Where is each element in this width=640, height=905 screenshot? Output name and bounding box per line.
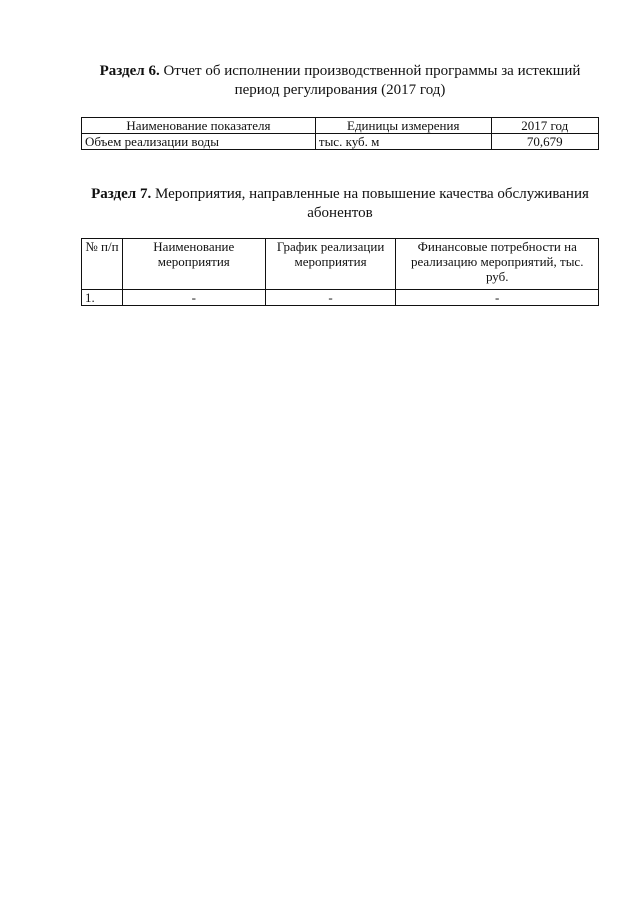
- header-year: 2017 год: [491, 118, 598, 134]
- section-6-label: Раздел 6.: [99, 63, 160, 79]
- section-7-label: Раздел 7.: [91, 186, 152, 202]
- measures-table: [81, 238, 599, 306]
- section-7-title: Мероприятия, направленные на повышение качества обслуживания абонентов: [154, 186, 589, 221]
- production-program-table: [81, 117, 599, 150]
- header-measure-name: Наименование мероприятия: [122, 239, 265, 290]
- cell-value: 70,679: [491, 134, 598, 150]
- section-6-title: Отчет об исполнении производственной программы за истекший период регулирования (2017 год): [163, 63, 581, 98]
- header-number: № п/п: [82, 239, 123, 290]
- table-header-row: [82, 239, 599, 290]
- cell-indicator: Объем реализации воды: [82, 134, 316, 150]
- header-financial-needs: Финансовые потребности на реализацию мероприятий, тыс. руб.: [396, 239, 599, 290]
- cell-financial: -: [396, 290, 599, 306]
- header-schedule: График реализации мероприятия: [265, 239, 396, 290]
- cell-measure: -: [122, 290, 265, 306]
- section-7-heading: [80, 185, 600, 223]
- cell-number: 1.: [82, 290, 123, 306]
- table-header-row: [82, 118, 599, 134]
- cell-schedule: -: [265, 290, 396, 306]
- section-6-heading: [80, 62, 600, 100]
- table-row: [82, 290, 599, 306]
- header-indicator-name: Наименование показателя: [82, 118, 316, 134]
- cell-units: тыс. куб. м: [315, 134, 491, 150]
- header-units: Единицы измерения: [315, 118, 491, 134]
- table-row: [82, 134, 599, 150]
